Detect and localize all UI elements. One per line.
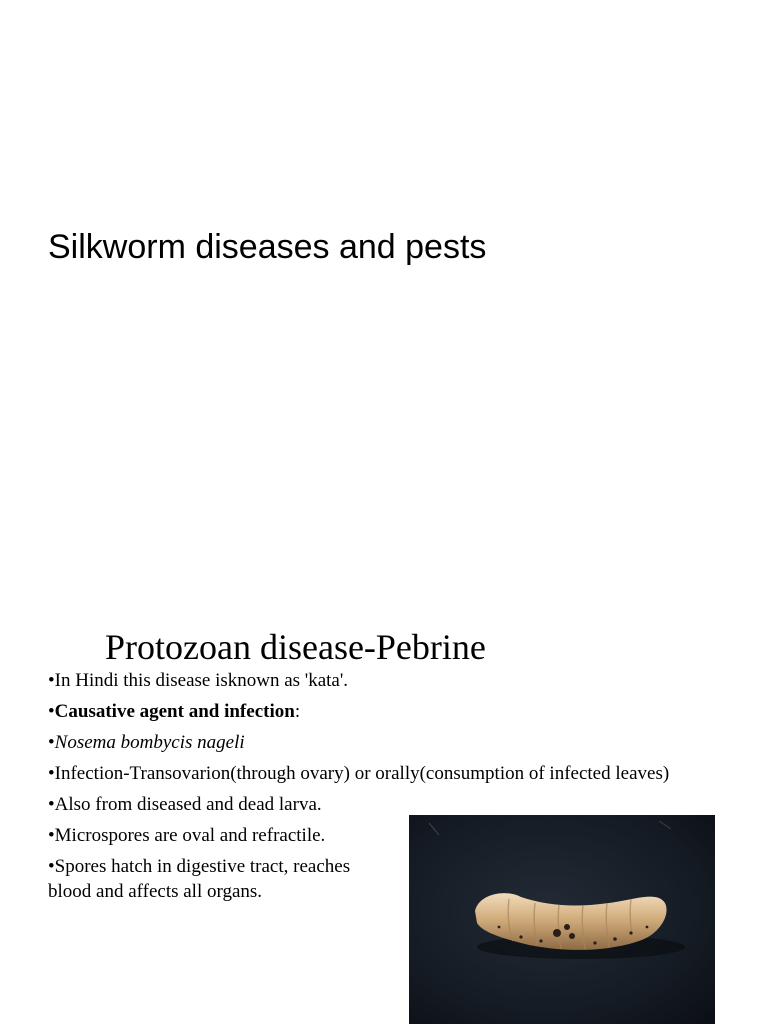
bullet-mark: • xyxy=(48,670,55,691)
bullet-item-infection-route xyxy=(48,761,698,786)
bullet-item-causative-agent xyxy=(48,699,698,724)
bullet-text-italic: Nosema bombycis nageli xyxy=(54,732,245,753)
bullet-mark: • xyxy=(48,763,55,784)
bullet-mark: • xyxy=(48,825,55,846)
bullet-mark: • xyxy=(48,856,55,877)
bullet-text-bold: Causative agent and infection xyxy=(54,701,295,722)
bullet-item-hindi-name xyxy=(48,668,698,693)
bullet-mark: • xyxy=(48,701,55,722)
silkworm-larva-photo xyxy=(409,815,715,1024)
bullet-text: Spores hatch in digestive tract, reaches blood and affects all organs. xyxy=(48,856,351,902)
bullet-text: Also from diseased and dead larva. xyxy=(54,794,322,815)
bullet-item-spores-hatch xyxy=(48,854,398,904)
slide-title-silkworm-diseases: Silkworm diseases and pests xyxy=(48,228,487,266)
bullet-item-microspores xyxy=(48,823,398,848)
bullet-text: : xyxy=(294,701,301,722)
bullet-item-pathogen-name xyxy=(48,730,698,755)
bullet-mark: • xyxy=(48,732,55,753)
bullet-text: In Hindi this disease isknown as 'kata'. xyxy=(54,670,349,691)
bullet-text: Microspores are oval and refractile. xyxy=(54,825,326,846)
bullet-item-dead-larva xyxy=(48,792,398,817)
bullet-mark: • xyxy=(48,794,55,815)
bullet-text: Infection-Transovarion(through ovary) or orally(consumption of infected leaves) xyxy=(54,763,670,784)
slide-title-pebrine: Protozoan disease-Pebrine xyxy=(105,627,486,667)
